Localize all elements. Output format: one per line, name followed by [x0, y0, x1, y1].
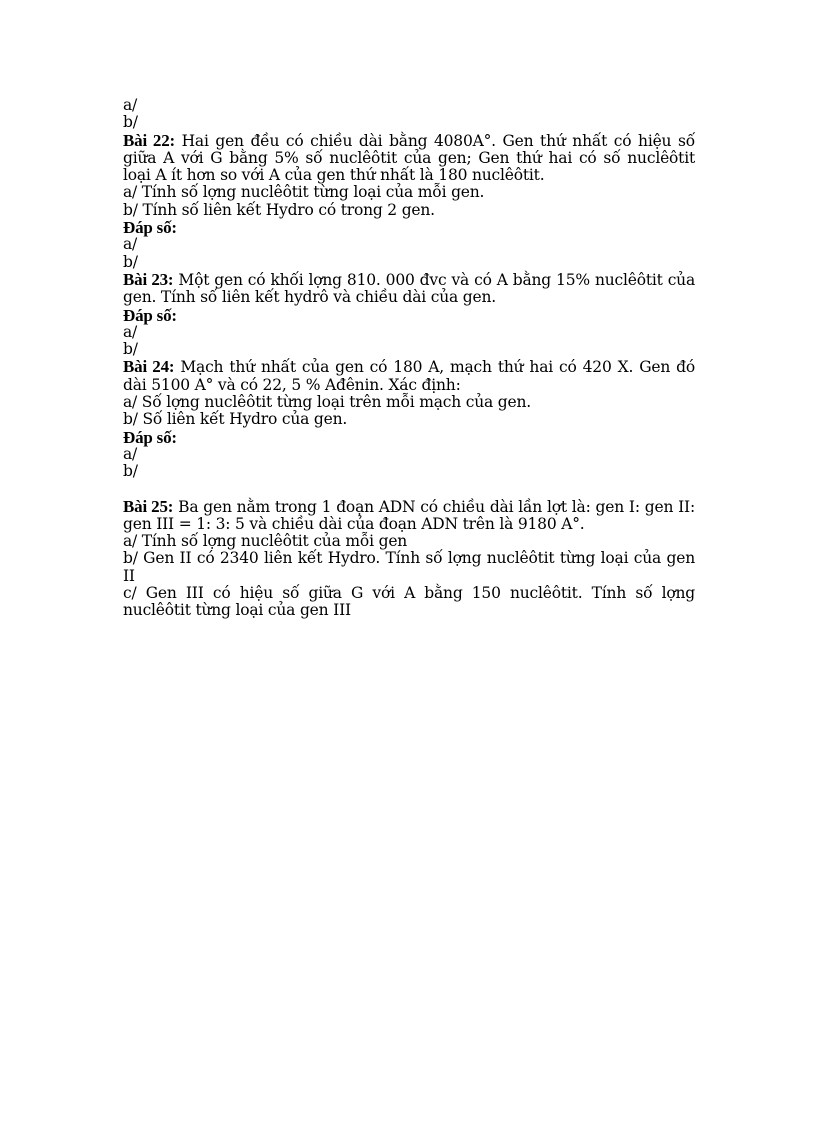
exercise-25: [123, 498, 695, 534]
exercise-24-answer-heading: Đáp số:: [123, 427, 177, 447]
exercise-22-question-a: a/ Tính số lợng nuclêôtit từng loại của mỗi gen.: [123, 183, 485, 202]
exercise-24-question-b: b/ Số liên kết Hydro của gen.: [123, 410, 348, 429]
exercise-22-question-b: b/ Tính số liên kết Hydro có trong 2 gen.: [123, 200, 435, 219]
exercise-24-text: Mạch thứ nhất của gen có 180 A, mạch thứ hai có 420 X. Gen đó dài 5100 A° và có 22, 5 % Ađênin. Xác định:: [123, 358, 695, 394]
answer-b-line: b/: [123, 113, 138, 132]
exercise-23-answer-a: a/: [123, 322, 138, 341]
exercise-23-text: Một gen có khối lợng 810. 000 đvc và có A bằng 15% nuclêôtit của gen. Tính số liên kết hydrô và chiều dài của gen.: [123, 270, 696, 307]
exercise-25-question-b: b/ Gen II có 2340 liên kết Hydro. Tính số lợng nuclêôtit từng loại của gen II: [123, 549, 695, 585]
exercise-22-answer-b: b/: [123, 252, 138, 271]
exercise-25-question-c: c/ Gen III có hiệu số giữa G với A bằng 150 nuclêôtit. Tính số lợng nuclêôtit từng loại của gen III: [123, 584, 695, 620]
exercise-23-label: Bài 23:: [123, 269, 174, 289]
answer-a-line: a/: [123, 96, 138, 114]
exercise-25-text: Ba gen nằm trong 1 đoạn ADN có chiều dài lần lợt là: gen I: gen II: gen III = 1: 3: 5 và chiều dài của đoạn ADN trên là 9180 A°.: [123, 497, 695, 533]
exercise-23: [123, 271, 695, 307]
exercise-22-label: Bài 22:: [123, 130, 175, 150]
exercise-24-question-a: a/ Số lợng nuclêôtit từng loại trên mỗi mạch của gen.: [123, 393, 531, 412]
exercise-22-answer-heading: Đáp số:: [123, 218, 177, 238]
exercise-24-answer-a: a/: [123, 444, 138, 463]
blank-line: [123, 481, 695, 498]
exercise-22: [123, 132, 695, 185]
exercise-24-answer-b: b/: [123, 462, 138, 481]
exercise-25-label: Bài 25:: [123, 496, 174, 516]
exercise-24: [123, 358, 695, 394]
exercise-22-text: Hai gen đều có chiều dài bằng 4080A°. Gen thứ nhất có hiệu số giữa A với G bằng 5% số nuclêôtit của gen; Gen thứ hai có số nuclêôtit loại A ít hơn so với A của gen thứ nhất là 180 nuclêôtit.: [123, 131, 695, 185]
exercise-23-answer-heading: Đáp số:: [123, 305, 177, 325]
exercise-24-label: Bài 24:: [123, 357, 175, 377]
exercise-23-answer-b: b/: [123, 340, 138, 359]
exercise-22-answer-a: a/: [123, 235, 138, 254]
exercise-25-question-a: a/ Tính số lợng nuclêôtit của mỗi gen: [123, 532, 408, 551]
document-page: [123, 97, 695, 620]
